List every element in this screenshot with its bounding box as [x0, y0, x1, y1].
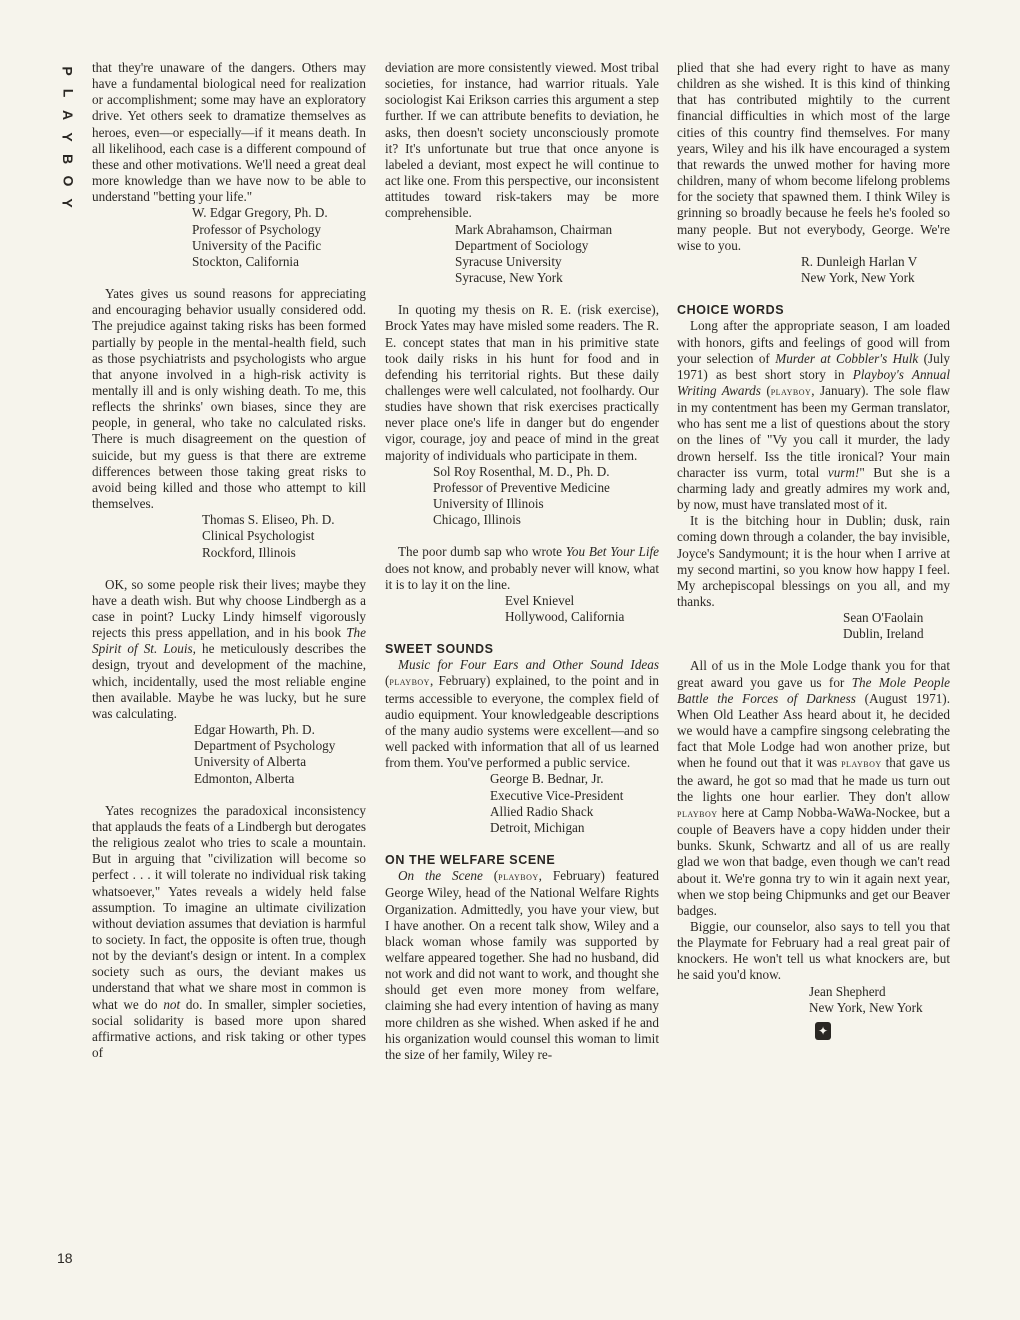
text-run: that gave us the award, he got so mad that he made us turn out the lights one hour earlier. They don't allow	[677, 755, 950, 804]
letter-body	[677, 658, 950, 919]
magazine-name-letter: O	[59, 175, 76, 187]
letter-body: plied that she had every right to have as many children as she wished. It is this kind of thinking that has contributed mightily to the current financial difficulties in which most of the large cities of this country find themselves. For many years, Wiley and his ilk have encouraged a system that rewards the unwed mother for having more children, many of whom become lifelong problems for the society that spawned them. I think Wiley is grinning so broadly because he feels he's fooled so many people. But not everybody, George. We're wise to you.	[677, 60, 950, 253]
signature-line: Edgar Howarth, Ph. D.	[194, 722, 315, 738]
text-run: The poor dumb sap who wrote	[398, 544, 562, 560]
signature-line: University of Alberta	[194, 754, 307, 770]
magazine-ref: playboy	[498, 871, 539, 884]
signature-line: Allied Radio Shack	[490, 803, 594, 819]
column-2	[385, 60, 659, 1063]
text-run: Yates recognizes the paradoxical inconsistency that applauds the feats of a Lindbergh but derogates the religious zealot who tries to scale a mountain. But in arguing that "civilization will become so perfect . . . it will tolerate no individual risk taking whatsoever," Yates reveals a widely held false assumption. To imagine an ultimate civilization without deviation assumes that deviation is harmful to society. In fact, the opposite is often true, though not by the deviant's design or intent. In a complex society such as ours, the deviant makes us understand that what we share most in common is what we do	[92, 802, 366, 1012]
column-3	[677, 60, 950, 1040]
letter-signature	[801, 254, 950, 286]
magazine-ref: playboy	[677, 807, 718, 820]
letter-body	[92, 803, 366, 1062]
column-1	[92, 60, 366, 1061]
magazine-ref: playboy	[841, 758, 882, 771]
text-run: All of us in the Mole Lodge thank you for that great award you gave us for	[677, 658, 950, 690]
signature-line: Clinical Psychologist	[202, 528, 315, 544]
letter-signature	[490, 771, 659, 836]
letter-body: that they're unaware of the dangers. Others may have a fundamental biological need for realization or accomplishment; some may have an exploratory drive. Yet others seek to dramatize themselves as heroes, even—or especially—if it means death. In all likelihood, each case is a different compound of these and other motivations. We'll need a great deal more knowledge than we have now to be able to understand "betting your life."	[92, 60, 366, 205]
signature-line: Executive Vice-President	[490, 787, 624, 803]
text-run: February) explained, to the point and in terms accessible to everyone, the complex field of audio equipment. Your knowledgeable descriptions of the many audio systems were excellent—and so well packed with information that all of us learned from them. You've performed a public service.	[385, 673, 659, 771]
magazine-ref: playboy	[389, 676, 430, 689]
signature-line: Department of Psychology	[194, 738, 336, 754]
signature-line: University of Illinois	[433, 496, 544, 512]
signature-line: Syracuse University	[455, 253, 562, 269]
magazine-name-letter: L	[60, 88, 76, 98]
text-run: does not know, and probably never will know, what it is to lay it on the line.	[385, 560, 659, 592]
magazine-name-letter: B	[60, 153, 76, 165]
letter-signature	[433, 464, 659, 529]
section-heading: CHOICE WORDS	[677, 303, 785, 318]
book-title: The Spirit of St. Louis,	[92, 625, 366, 657]
text-run: (August 1971). When Old Leather Ass heard about it, he decided we would have a campfire singsong celebrating the fact that Mole Lodge had won another prize, but when he found out that it was	[677, 690, 950, 771]
signature-line: Edmonton, Alberta	[194, 770, 295, 786]
letter-body: In quoting my thesis on R. E. (risk exercise), Brock Yates may have misled some readers. The R. E. concept states that man in his primitive state took daily risks in his hunt for food and in defending his territorial rights. But these daily challenges were well calculated, not foolhardy. Our studies have shown that risk exercises practically never place one's life in danger but do engender vigor, courage, joy and peace of mind in the great majority of individuals who participate in them.	[385, 302, 659, 463]
signature-line: Mark Abrahamson, Chairman	[455, 221, 613, 237]
letter-body: Long after the appropriate season, I am loaded with honors, gifts and feelings of good will from your selection of Murder at Cobbler's Hulk (July 1971) as best short story in Playboy's Annual Writing Awards (playboy, January). The sole flaw in my contentment has been my German translator, who has sent me a list of questions about the story on the lines of "Vy you call it murder, the lady drown herself. Iss the title ironical? Your main character iss vurm, total vurm!" But she is a charming lady and greatly admires my work and, by now, must have translated most of it.	[677, 318, 951, 513]
signature-line: Professor of Psychology	[192, 221, 321, 237]
book-title: You Bet Your Life	[565, 544, 660, 560]
signature-line: Hollywood, California	[505, 609, 625, 624]
text-run: he meticulously describes the design, tryout and development of the machine, which, incidentally, used the most reliable engine then available. Maybe he was lucky, but he sure was calculating.	[92, 641, 366, 721]
magazine-name-letter: P	[60, 66, 76, 76]
signature-line: Professor of Preventive Medicine	[433, 479, 610, 495]
text-run: January). The sole flaw in my contentment has been my German translator, who has sent me a list of questions about the story on the lines of "Vy you call it murder, the lady drown herself. Iss the title ironical? Your main character iss vurm, total	[677, 382, 950, 480]
signature-line: W. Edgar Gregory, Ph. D.	[192, 205, 328, 221]
signature-line: Thomas S. Eliseo, Ph. D.	[202, 512, 335, 528]
signature-line: George B. Bednar, Jr.	[490, 771, 604, 787]
letter-body: On the Scene (playboy, February) featured George Wiley, head of the National Welfare Rights Organization. Admittedly, you have your view, but I have another. On a recent talk show, Wiley and a black woman whose family was supported by welfare appeared together. She had no husband, did not work and did not want to work, and thought she should get even more money from welfare, claiming she had every intention of having as many more children as she wished. When asked if he and his organization would counsel this woman to limit the size of her family, Wiley re-	[385, 868, 659, 1062]
signature-line: Stockton, California	[192, 253, 299, 269]
story-title: The Mole People Battle the Forces of Darkness	[677, 674, 950, 706]
text-run: February) featured George Wiley, head of the National Welfare Rights Organization. Admittedly, you have your view, but I have another. On a recent talk show, Wiley and a black woman whose family was supported by welfare appeared together. She had no husband, did not work and did not want to work, and thought she should get even more money from welfare, claiming she had every intention of having as many more children as she wished. When asked if he and his organization would counsel this woman to limit the size of her family, Wiley re-	[385, 868, 659, 1062]
signature-line: Jean Shepherd	[809, 983, 886, 999]
letter-body	[385, 544, 659, 592]
page-number: 18	[57, 1250, 73, 1266]
letter-body: deviation are more consistently viewed. Most tribal societies, for instance, had warrior rituals. Yale sociologist Kai Erikson carries this argument a step further. If we can attribute benefits to deviation, he asks, then doesn't society unconsciously promote it? It's unfortunate but true that once anyone is labeled a deviant, most expect he will continue to act like one. From this perspective, our inconsistent attitudes toward risk-takers may be more comprehensible.	[385, 60, 659, 221]
letter-signature	[843, 610, 950, 642]
signature-line: New York, New York	[809, 999, 923, 1015]
letter-signature	[194, 722, 366, 787]
rabbit-head-icon: ✦	[815, 1022, 831, 1040]
text-run: here at Camp Nobba-WaWa-Nockee, but a couple of Beavers have a copy hidden under their bunks. Skunk, Schwartz and all of us are really glad we won that badge, even though we can't read about it. We're gonna try to win it again next year, when we stop being Chipmunks and get our Beaver badges.	[677, 804, 950, 918]
text-run: OK, so some people risk their lives; maybe they have a death wish. But why choose Lindbergh as a case in point? Lucky Lindy himself vigorously rejects this press appellation, and in his book	[92, 576, 366, 641]
letter-signature	[455, 222, 659, 287]
signature-line: Evel Knievel	[505, 592, 575, 608]
signature-line: Sean O'Faolain	[843, 610, 924, 626]
text-run: (July 1971) as best short story in	[677, 350, 951, 382]
letter-signature	[809, 984, 950, 1016]
letter-body: Music for Four Ears and Other Sound Ideas (playboy, February) explained, to the point and in terms accessible to everyone, the complex field of audio equipment. Your knowledgeable descriptions of the many audio systems were excellent—and so well packed with information that all of us learned from them. You've performed a public service.	[385, 657, 659, 771]
magazine-ref: playboy	[770, 385, 812, 398]
signature-line: Department of Sociology	[455, 237, 589, 253]
section-heading: ON THE WELFARE SCENE	[385, 853, 556, 868]
signature-line: R. Dunleigh Harlan V	[801, 253, 918, 269]
signature-line: Sol Roy Rosenthal, M. D., Ph. D.	[433, 463, 610, 479]
signature-line: Chicago, Illinois	[433, 512, 521, 528]
signature-line: Rockford, Illinois	[202, 544, 296, 560]
story-title: Murder at Cobbler's Hulk	[775, 350, 919, 366]
awards-title: Playboy's Annual Writing Awards	[677, 366, 950, 398]
letter-body: It is the bitching hour in Dublin; dusk, rain coming down through a colander, the bay invisible, Joyce's Sandymount; it is the hour when I arrive at my second martini, so you know how happy I feel. My archepiscopal blessings on you all, and my thanks.	[677, 513, 950, 609]
letter-body: Yates gives us sound reasons for appreciating and encouraging behavior usually considered odd. The prejudice against taking risks has been formed partially by people in the mental-health field, such as those psychiatrists and psychologists who argue that anyone involved in a high-risk activity is mentally ill and is only wishing death. To me, this reflects the shrinks' own biases, since they are people, in general, who take no calculated risks. There is much disagreement on the question of suicide, but my guess is that there are extreme differences between those taking great risks to avoid being killed and those who attempt to kill themselves.	[92, 286, 366, 512]
signature-line: Syracuse, New York	[455, 270, 563, 286]
letter-body	[92, 577, 366, 722]
signature-line: University of the Pacific	[192, 237, 322, 253]
signature-line: Detroit, Michigan	[490, 819, 585, 835]
section-heading: SWEET SOUNDS	[385, 642, 494, 657]
letter-signature	[192, 205, 366, 270]
magazine-name-letter: Y	[60, 132, 76, 142]
emphasis: not	[163, 996, 181, 1012]
letter-signature	[505, 593, 659, 625]
text-run: do. In smaller, simpler societies, social solidarity is based more upon shared affirmative actions, and risk taking or other types of	[92, 996, 366, 1061]
article-title: On the Scene	[398, 868, 483, 884]
signature-line: New York, New York	[801, 270, 915, 286]
letter-body: Biggie, our counselor, also says to tell you that the Playmate for February had a real great pair of knockers. He won't tell us what knockers are, but he said you'd know.	[677, 918, 950, 983]
magazine-name-letter: A	[60, 109, 76, 121]
emphasis: vurm!	[827, 464, 860, 480]
magazine-name-vertical	[57, 60, 79, 214]
text-run: Long after the appropriate season, I am loaded with honors, gifts and feelings of good will from your selection of	[677, 318, 950, 366]
magazine-name-letter: Y	[60, 198, 76, 208]
text-run: " But she is a charming lady and greatly admires my work and, by now, must have translated most of it.	[677, 464, 951, 513]
article-title: Music for Four Ears and Other Sound Ideas	[398, 657, 659, 673]
signature-line: Dublin, Ireland	[843, 626, 924, 642]
letter-signature	[202, 512, 366, 560]
